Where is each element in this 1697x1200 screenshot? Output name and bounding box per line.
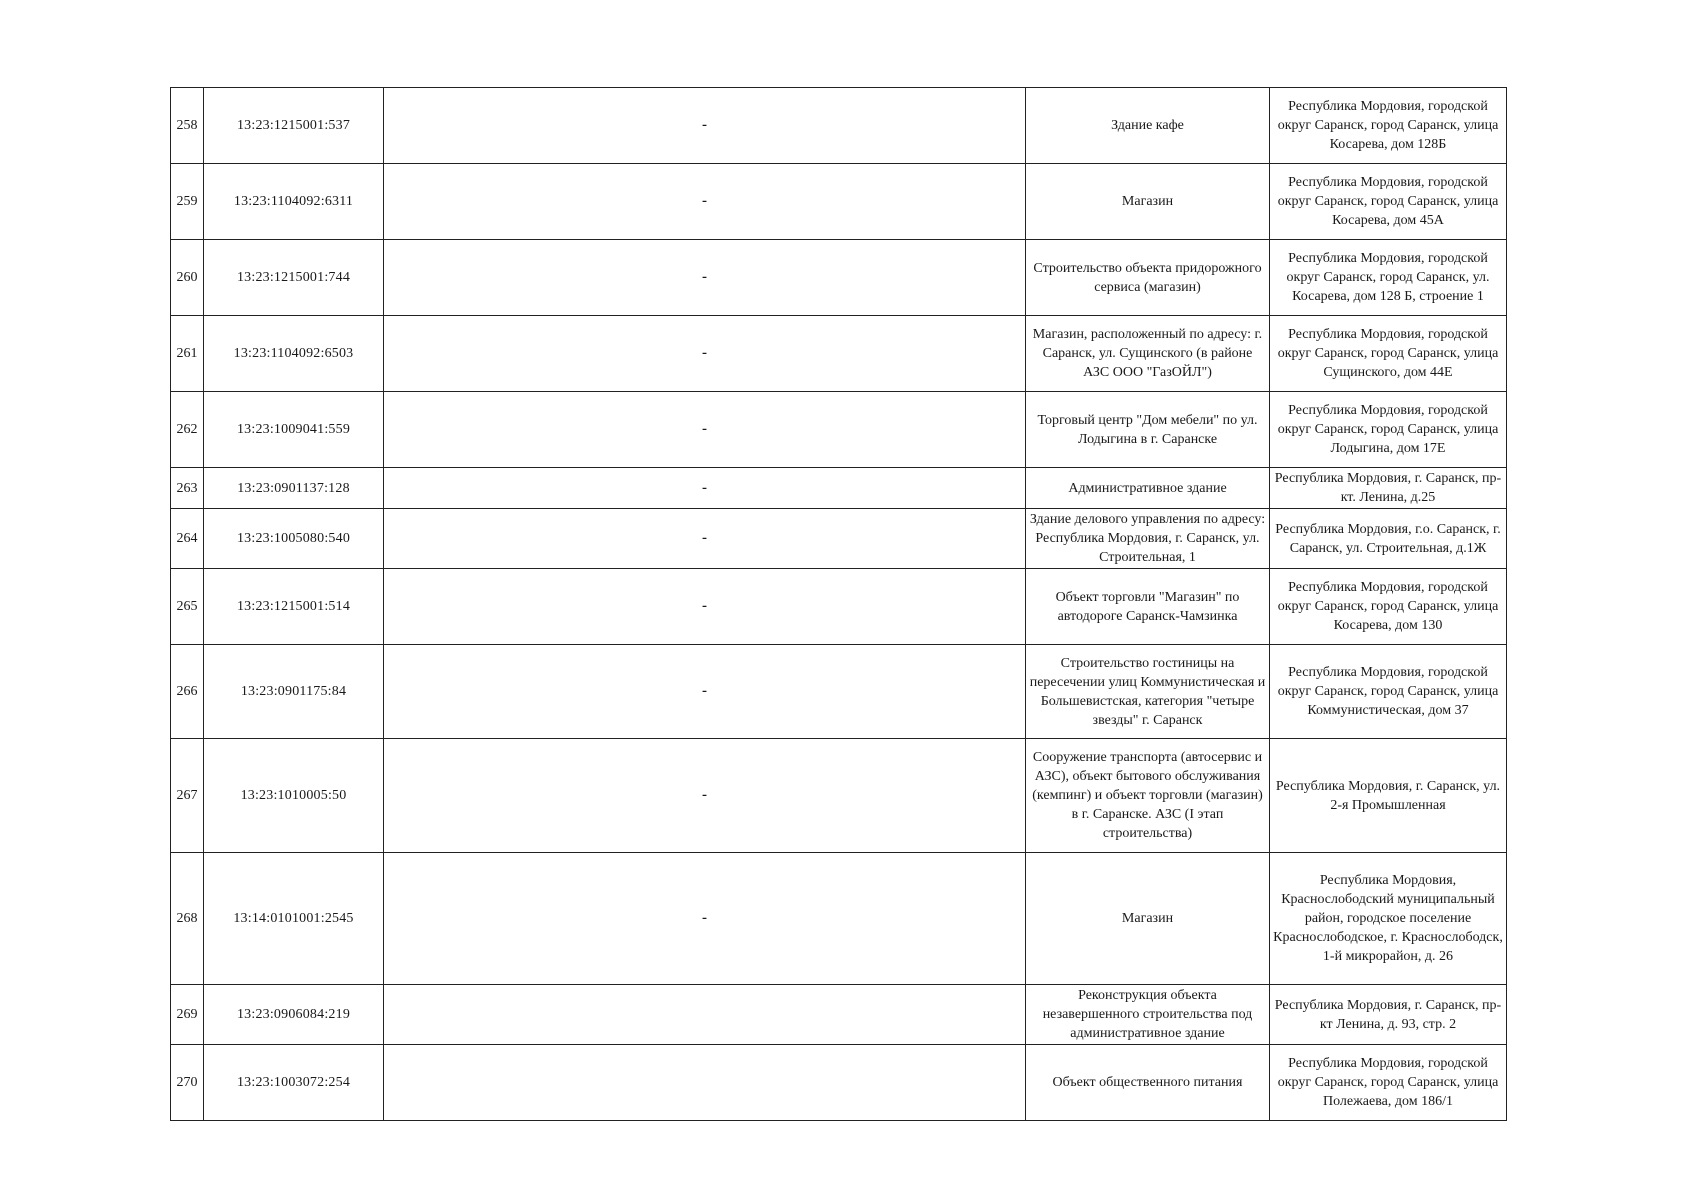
table-row xyxy=(171,468,1507,509)
object-address: Республика Мордовия, городской округ Саранск, город Саранск, улица Сущинского, дом 44Е xyxy=(1270,316,1507,392)
row-number: 270 xyxy=(171,1045,204,1121)
table-row xyxy=(171,509,1507,569)
table-row xyxy=(171,1045,1507,1121)
row-number: 264 xyxy=(171,509,204,569)
row-number: 259 xyxy=(171,164,204,240)
cadastral-number: 13:23:1104092:6311 xyxy=(204,164,384,240)
row-number: 258 xyxy=(171,88,204,164)
empty-value-dash xyxy=(384,1045,1026,1121)
table-row xyxy=(171,569,1507,645)
table-row xyxy=(171,985,1507,1045)
object-address: Республика Мордовия, городской округ Саранск, город Саранск, улица Косарева, дом 45А xyxy=(1270,164,1507,240)
object-address: Республика Мордовия, г. Саранск, пр-кт Ленина, д. 93, стр. 2 xyxy=(1270,985,1507,1045)
row-number: 263 xyxy=(171,468,204,509)
empty-value-dash: - xyxy=(384,392,1026,468)
cadastral-number: 13:23:0901137:128 xyxy=(204,468,384,509)
empty-value-dash: - xyxy=(384,645,1026,739)
object-name: Торговый центр "Дом мебели" по ул. Лодыгина в г. Саранске xyxy=(1026,392,1270,468)
registry-table xyxy=(170,87,1507,1121)
object-address: Республика Мордовия, городской округ Саранск, город Саранск, улица Косарева, дом 130 xyxy=(1270,569,1507,645)
object-name: Строительство гостиницы на пересечении улиц Коммунистическая и Большевистская, категория "четыре звезды" г. Саранск xyxy=(1026,645,1270,739)
empty-value-dash: - xyxy=(384,88,1026,164)
empty-value-dash: - xyxy=(384,739,1026,853)
cadastral-number: 13:23:1215001:514 xyxy=(204,569,384,645)
cadastral-number: 13:23:1104092:6503 xyxy=(204,316,384,392)
row-number: 262 xyxy=(171,392,204,468)
object-name: Магазин, расположенный по адресу: г. Саранск, ул. Сущинского (в районе АЗС ООО "ГазОЙЛ") xyxy=(1026,316,1270,392)
table-row xyxy=(171,240,1507,316)
object-name: Административное здание xyxy=(1026,468,1270,509)
object-address: Республика Мордовия, г.о. Саранск, г. Саранск, ул. Строительная, д.1Ж xyxy=(1270,509,1507,569)
row-number: 268 xyxy=(171,853,204,985)
table-row xyxy=(171,316,1507,392)
empty-value-dash: - xyxy=(384,468,1026,509)
empty-value-dash: - xyxy=(384,316,1026,392)
object-address: Республика Мордовия, городской округ Саранск, город Саранск, улица Коммунистическая, дом 37 xyxy=(1270,645,1507,739)
table-row xyxy=(171,739,1507,853)
cadastral-number: 13:23:1010005:50 xyxy=(204,739,384,853)
row-number: 269 xyxy=(171,985,204,1045)
cadastral-number: 13:14:0101001:2545 xyxy=(204,853,384,985)
object-name: Здание делового управления по адресу: Республика Мордовия, г. Саранск, ул. Строительная, 1 xyxy=(1026,509,1270,569)
object-address: Республика Мордовия, городской округ Саранск, город Саранск, ул. Косарева, дом 128 Б, строение 1 xyxy=(1270,240,1507,316)
object-address: Республика Мордовия, г. Саранск, ул. 2-я Промышленная xyxy=(1270,739,1507,853)
table-row xyxy=(171,164,1507,240)
cadastral-number: 13:23:0906084:219 xyxy=(204,985,384,1045)
empty-value-dash: - xyxy=(384,240,1026,316)
cadastral-number: 13:23:1215001:537 xyxy=(204,88,384,164)
cadastral-number: 13:23:1009041:559 xyxy=(204,392,384,468)
empty-value-dash: - xyxy=(384,853,1026,985)
object-address: Республика Мордовия, городской округ Саранск, город Саранск, улица Лодыгина, дом 17Е xyxy=(1270,392,1507,468)
row-number: 267 xyxy=(171,739,204,853)
row-number: 266 xyxy=(171,645,204,739)
object-address: Республика Мордовия, городской округ Саранск, город Саранск, улица Полежаева, дом 186/1 xyxy=(1270,1045,1507,1121)
table-row xyxy=(171,645,1507,739)
object-name: Строительство объекта придорожного сервиса (магазин) xyxy=(1026,240,1270,316)
object-name: Здание кафе xyxy=(1026,88,1270,164)
table-row xyxy=(171,392,1507,468)
object-address: Республика Мордовия, Краснослободский муниципальный район, городское поселение Краснослободское, г. Краснослободск, 1-й микрорайон, д. 26 xyxy=(1270,853,1507,985)
object-name: Объект торговли "Магазин" по автодороге Саранск-Чамзинка xyxy=(1026,569,1270,645)
cadastral-number: 13:23:1003072:254 xyxy=(204,1045,384,1121)
row-number: 265 xyxy=(171,569,204,645)
empty-value-dash: - xyxy=(384,509,1026,569)
object-name: Магазин xyxy=(1026,164,1270,240)
cadastral-number: 13:23:1005080:540 xyxy=(204,509,384,569)
table-row xyxy=(171,853,1507,985)
object-name: Сооружение транспорта (автосервис и АЗС), объект бытового обслуживания (кемпинг) и объект торговли (магазин) в г. Саранске. АЗС (I этап строительства) xyxy=(1026,739,1270,853)
object-name: Магазин xyxy=(1026,853,1270,985)
empty-value-dash xyxy=(384,985,1026,1045)
empty-value-dash: - xyxy=(384,164,1026,240)
object-name: Реконструкция объекта незавершенного строительства под административное здание xyxy=(1026,985,1270,1045)
object-address: Республика Мордовия, г. Саранск, пр-кт. Ленина, д.25 xyxy=(1270,468,1507,509)
empty-value-dash: - xyxy=(384,569,1026,645)
table-row xyxy=(171,88,1507,164)
object-address: Республика Мордовия, городской округ Саранск, город Саранск, улица Косарева, дом 128Б xyxy=(1270,88,1507,164)
row-number: 260 xyxy=(171,240,204,316)
cadastral-number: 13:23:0901175:84 xyxy=(204,645,384,739)
object-name: Объект общественного питания xyxy=(1026,1045,1270,1121)
cadastral-number: 13:23:1215001:744 xyxy=(204,240,384,316)
row-number: 261 xyxy=(171,316,204,392)
